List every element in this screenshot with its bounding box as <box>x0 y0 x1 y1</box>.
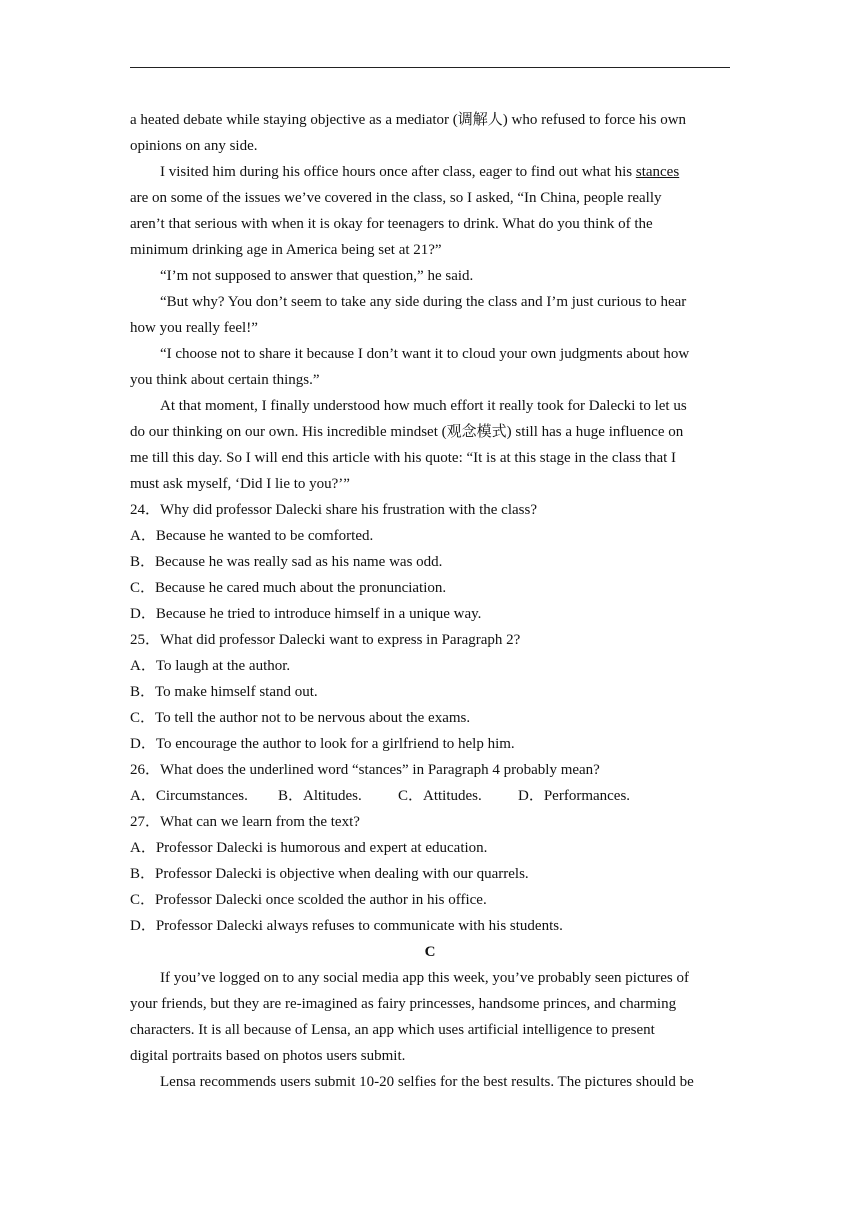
paragraph-line: Lensa recommends users submit 10-20 selfies for the best results. The pictures should be <box>160 1074 694 1090</box>
text-line: minimum drinking age in America being set at 21?” <box>130 242 442 258</box>
text-line: opinions on any side. <box>130 138 258 154</box>
option-27-c: C．Professor Dalecki once scolded the author in his office. <box>130 892 487 908</box>
option-25-c: C．To tell the author not to be nervous about the exams. <box>130 710 471 726</box>
option-25-d: D．To encourage the author to look for a girlfriend to help him. <box>130 736 515 752</box>
text-line: how you really feel!” <box>130 320 258 336</box>
option-26-a: A．Circumstances. <box>130 788 248 804</box>
text-line: you think about certain things.” <box>130 372 320 388</box>
option-25-a: A．To laugh at the author. <box>130 658 291 674</box>
section-heading-c: C <box>424 944 436 960</box>
dialog-line: “But why? You don’t seem to take any side during the class and I’m just curious to hear <box>160 294 687 310</box>
option-24-d: D．Because he tried to introduce himself in a unique way. <box>130 606 482 622</box>
underlined-word-stances: stances <box>635 164 680 180</box>
option-26-b: B．Altitudes. <box>278 788 362 804</box>
options-row-26 <box>130 783 730 809</box>
question-stem-24: 24．Why did professor Dalecki share his frustration with the class? <box>130 502 537 518</box>
paragraph-line <box>130 159 730 185</box>
option-27-a: A．Professor Dalecki is humorous and expert at education. <box>130 840 488 856</box>
question-stem-26: 26．What does the underlined word “stances” in Paragraph 4 probably mean? <box>130 762 600 778</box>
paragraph-line: If you’ve logged on to any social media app this week, you’ve probably seen pictures of <box>160 970 690 986</box>
text-line: digital portraits based on photos users submit. <box>130 1048 406 1064</box>
paragraph-line: At that moment, I finally understood how much effort it really took for Dalecki to let us <box>160 398 687 414</box>
text-line: me till this day. So I will end this article with his quote: “It is at this stage in the class that I <box>130 450 677 466</box>
text-line: are on some of the issues we’ve covered in the class, so I asked, “In China, people really <box>130 190 662 206</box>
document-body <box>130 107 730 1095</box>
dialog-line: “I choose not to share it because I don’t want it to cloud your own judgments about how <box>160 346 690 362</box>
question-stem-27: 27．What can we learn from the text? <box>130 814 360 830</box>
text-line: a heated debate while staying objective as a mediator (调解人) who refused to force his own <box>130 112 687 128</box>
text-line: aren’t that serious with when it is okay for teenagers to drink. What do you think of the <box>130 216 653 232</box>
option-24-a: A．Because he wanted to be comforted. <box>130 528 374 544</box>
option-24-b: B．Because he was really sad as his name was odd. <box>130 554 443 570</box>
text-line: must ask myself, ‘Did I lie to you?’” <box>130 476 350 492</box>
option-27-d: D．Professor Dalecki always refuses to communicate with his students. <box>130 918 563 934</box>
option-25-b: B．To make himself stand out. <box>130 684 318 700</box>
text-line: your friends, but they are re-imagined as fairy princesses, handsome princes, and charming <box>130 996 677 1012</box>
dialog-line: “I’m not supposed to answer that question,” he said. <box>160 268 474 284</box>
text-line: characters. It is all because of Lensa, an app which uses artificial intelligence to present <box>130 1022 655 1038</box>
text-line: do our thinking on our own. His incredible mindset (观念模式) still has a huge influence on <box>130 424 684 440</box>
question-stem-25: 25．What did professor Dalecki want to express in Paragraph 2? <box>130 632 521 648</box>
header-rule <box>130 67 730 68</box>
text-segment: I visited him during his office hours once after class, eager to find out what his <box>160 164 636 180</box>
option-24-c: C．Because he cared much about the pronunciation. <box>130 580 447 596</box>
option-26-d: D．Performances. <box>518 788 631 804</box>
option-26-c: C．Attitudes. <box>398 788 482 804</box>
option-27-b: B．Professor Dalecki is objective when dealing with our quarrels. <box>130 866 529 882</box>
